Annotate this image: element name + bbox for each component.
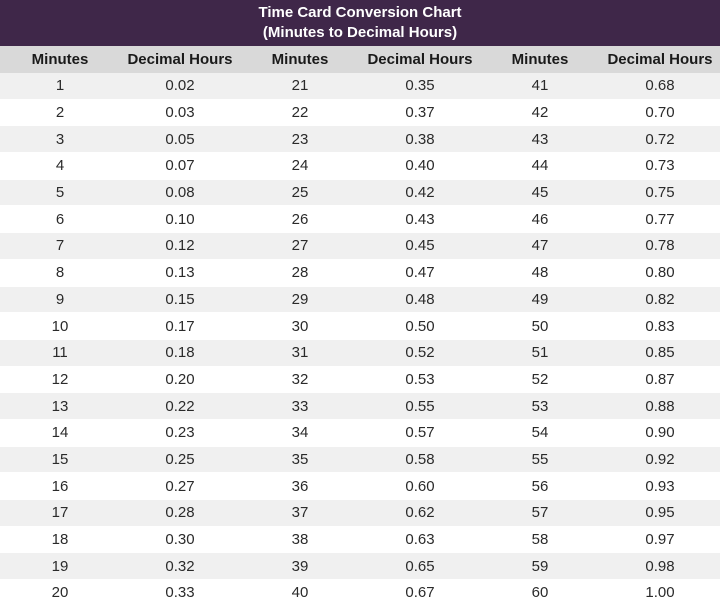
minutes-cell: 48 xyxy=(480,259,600,286)
header-decimal-hours: Decimal Hours xyxy=(360,46,480,73)
minutes-cell: 13 xyxy=(0,393,120,420)
header-minutes: Minutes xyxy=(480,46,600,73)
minutes-cell: 55 xyxy=(480,446,600,473)
decimal-hours-cell: 0.85 xyxy=(600,339,720,366)
table-row xyxy=(0,580,720,607)
minutes-cell: 36 xyxy=(240,473,360,500)
minutes-cell: 3 xyxy=(0,126,120,153)
minutes-cell: 49 xyxy=(480,286,600,313)
chart-title-bar xyxy=(0,0,720,46)
decimal-hours-cell: 0.05 xyxy=(120,126,240,153)
decimal-hours-cell: 0.80 xyxy=(600,259,720,286)
header-decimal-hours: Decimal Hours xyxy=(120,46,240,73)
decimal-hours-cell: 0.30 xyxy=(120,526,240,553)
minutes-cell: 51 xyxy=(480,339,600,366)
decimal-hours-cell: 0.52 xyxy=(360,339,480,366)
header-decimal-hours: Decimal Hours xyxy=(600,46,720,73)
decimal-hours-cell: 0.12 xyxy=(120,233,240,260)
header-minutes: Minutes xyxy=(0,46,120,73)
table-row xyxy=(0,339,720,366)
minutes-cell: 33 xyxy=(240,393,360,420)
decimal-hours-cell: 0.10 xyxy=(120,206,240,233)
decimal-hours-cell: 1.00 xyxy=(600,580,720,607)
decimal-hours-cell: 0.63 xyxy=(360,526,480,553)
minutes-cell: 10 xyxy=(0,313,120,340)
decimal-hours-cell: 0.92 xyxy=(600,446,720,473)
table-row xyxy=(0,366,720,393)
minutes-cell: 18 xyxy=(0,526,120,553)
minutes-cell: 27 xyxy=(240,233,360,260)
minutes-cell: 50 xyxy=(480,313,600,340)
minutes-cell: 45 xyxy=(480,179,600,206)
minutes-cell: 39 xyxy=(240,553,360,580)
minutes-cell: 2 xyxy=(0,99,120,126)
decimal-hours-cell: 0.82 xyxy=(600,286,720,313)
decimal-hours-cell: 0.28 xyxy=(120,500,240,527)
decimal-hours-cell: 0.20 xyxy=(120,366,240,393)
conversion-table xyxy=(0,46,720,607)
decimal-hours-cell: 0.25 xyxy=(120,446,240,473)
decimal-hours-cell: 0.65 xyxy=(360,553,480,580)
minutes-cell: 59 xyxy=(480,553,600,580)
decimal-hours-cell: 0.53 xyxy=(360,366,480,393)
table-row xyxy=(0,286,720,313)
table-row xyxy=(0,553,720,580)
table-row xyxy=(0,126,720,153)
table-row xyxy=(0,73,720,99)
minutes-cell: 56 xyxy=(480,473,600,500)
table-row xyxy=(0,153,720,180)
decimal-hours-cell: 0.70 xyxy=(600,99,720,126)
decimal-hours-cell: 0.47 xyxy=(360,259,480,286)
minutes-cell: 44 xyxy=(480,153,600,180)
minutes-cell: 57 xyxy=(480,500,600,527)
decimal-hours-cell: 0.23 xyxy=(120,419,240,446)
table-row xyxy=(0,259,720,286)
decimal-hours-cell: 0.72 xyxy=(600,126,720,153)
minutes-cell: 23 xyxy=(240,126,360,153)
minutes-cell: 21 xyxy=(240,73,360,99)
decimal-hours-cell: 0.75 xyxy=(600,179,720,206)
decimal-hours-cell: 0.62 xyxy=(360,500,480,527)
minutes-cell: 35 xyxy=(240,446,360,473)
table-body xyxy=(0,73,720,606)
minutes-cell: 1 xyxy=(0,73,120,99)
header-minutes: Minutes xyxy=(240,46,360,73)
minutes-cell: 9 xyxy=(0,286,120,313)
decimal-hours-cell: 0.93 xyxy=(600,473,720,500)
decimal-hours-cell: 0.98 xyxy=(600,553,720,580)
minutes-cell: 30 xyxy=(240,313,360,340)
decimal-hours-cell: 0.40 xyxy=(360,153,480,180)
decimal-hours-cell: 0.33 xyxy=(120,580,240,607)
minutes-cell: 26 xyxy=(240,206,360,233)
minutes-cell: 54 xyxy=(480,419,600,446)
minutes-cell: 6 xyxy=(0,206,120,233)
minutes-cell: 11 xyxy=(0,339,120,366)
decimal-hours-cell: 0.18 xyxy=(120,339,240,366)
minutes-cell: 5 xyxy=(0,179,120,206)
decimal-hours-cell: 0.07 xyxy=(120,153,240,180)
table-row xyxy=(0,446,720,473)
decimal-hours-cell: 0.48 xyxy=(360,286,480,313)
decimal-hours-cell: 0.22 xyxy=(120,393,240,420)
decimal-hours-cell: 0.77 xyxy=(600,206,720,233)
decimal-hours-cell: 0.90 xyxy=(600,419,720,446)
decimal-hours-cell: 0.60 xyxy=(360,473,480,500)
minutes-cell: 29 xyxy=(240,286,360,313)
minutes-cell: 58 xyxy=(480,526,600,553)
decimal-hours-cell: 0.38 xyxy=(360,126,480,153)
table-row xyxy=(0,473,720,500)
table-row xyxy=(0,206,720,233)
decimal-hours-cell: 0.78 xyxy=(600,233,720,260)
chart-title: Time Card Conversion Chart xyxy=(258,4,462,21)
minutes-cell: 40 xyxy=(240,580,360,607)
decimal-hours-cell: 0.57 xyxy=(360,419,480,446)
table-row xyxy=(0,233,720,260)
decimal-hours-cell: 0.08 xyxy=(120,179,240,206)
decimal-hours-cell: 0.68 xyxy=(600,73,720,99)
minutes-cell: 17 xyxy=(0,500,120,527)
minutes-cell: 24 xyxy=(240,153,360,180)
minutes-cell: 37 xyxy=(240,500,360,527)
chart-subtitle: (Minutes to Decimal Hours) xyxy=(262,24,458,41)
minutes-cell: 60 xyxy=(480,580,600,607)
minutes-cell: 15 xyxy=(0,446,120,473)
minutes-cell: 25 xyxy=(240,179,360,206)
decimal-hours-cell: 0.45 xyxy=(360,233,480,260)
minutes-cell: 4 xyxy=(0,153,120,180)
decimal-hours-cell: 0.95 xyxy=(600,500,720,527)
decimal-hours-cell: 0.97 xyxy=(600,526,720,553)
minutes-cell: 14 xyxy=(0,419,120,446)
table-row xyxy=(0,393,720,420)
decimal-hours-cell: 0.50 xyxy=(360,313,480,340)
minutes-cell: 52 xyxy=(480,366,600,393)
decimal-hours-cell: 0.27 xyxy=(120,473,240,500)
header-row xyxy=(0,46,720,73)
decimal-hours-cell: 0.17 xyxy=(120,313,240,340)
minutes-cell: 8 xyxy=(0,259,120,286)
minutes-cell: 31 xyxy=(240,339,360,366)
decimal-hours-cell: 0.83 xyxy=(600,313,720,340)
decimal-hours-cell: 0.35 xyxy=(360,73,480,99)
minutes-cell: 19 xyxy=(0,553,120,580)
minutes-cell: 7 xyxy=(0,233,120,260)
minutes-cell: 43 xyxy=(480,126,600,153)
decimal-hours-cell: 0.15 xyxy=(120,286,240,313)
decimal-hours-cell: 0.88 xyxy=(600,393,720,420)
minutes-cell: 53 xyxy=(480,393,600,420)
minutes-cell: 28 xyxy=(240,259,360,286)
minutes-cell: 41 xyxy=(480,73,600,99)
minutes-cell: 32 xyxy=(240,366,360,393)
table-row xyxy=(0,500,720,527)
minutes-cell: 34 xyxy=(240,419,360,446)
table-row xyxy=(0,99,720,126)
decimal-hours-cell: 0.32 xyxy=(120,553,240,580)
decimal-hours-cell: 0.58 xyxy=(360,446,480,473)
decimal-hours-cell: 0.03 xyxy=(120,99,240,126)
decimal-hours-cell: 0.37 xyxy=(360,99,480,126)
table-row xyxy=(0,419,720,446)
minutes-cell: 12 xyxy=(0,366,120,393)
table-row xyxy=(0,179,720,206)
minutes-cell: 42 xyxy=(480,99,600,126)
minutes-cell: 46 xyxy=(480,206,600,233)
decimal-hours-cell: 0.42 xyxy=(360,179,480,206)
decimal-hours-cell: 0.43 xyxy=(360,206,480,233)
minutes-cell: 20 xyxy=(0,580,120,607)
decimal-hours-cell: 0.87 xyxy=(600,366,720,393)
minutes-cell: 22 xyxy=(240,99,360,126)
decimal-hours-cell: 0.73 xyxy=(600,153,720,180)
decimal-hours-cell: 0.67 xyxy=(360,580,480,607)
table-row xyxy=(0,313,720,340)
table-row xyxy=(0,526,720,553)
decimal-hours-cell: 0.55 xyxy=(360,393,480,420)
decimal-hours-cell: 0.02 xyxy=(120,73,240,99)
minutes-cell: 16 xyxy=(0,473,120,500)
minutes-cell: 38 xyxy=(240,526,360,553)
minutes-cell: 47 xyxy=(480,233,600,260)
decimal-hours-cell: 0.13 xyxy=(120,259,240,286)
